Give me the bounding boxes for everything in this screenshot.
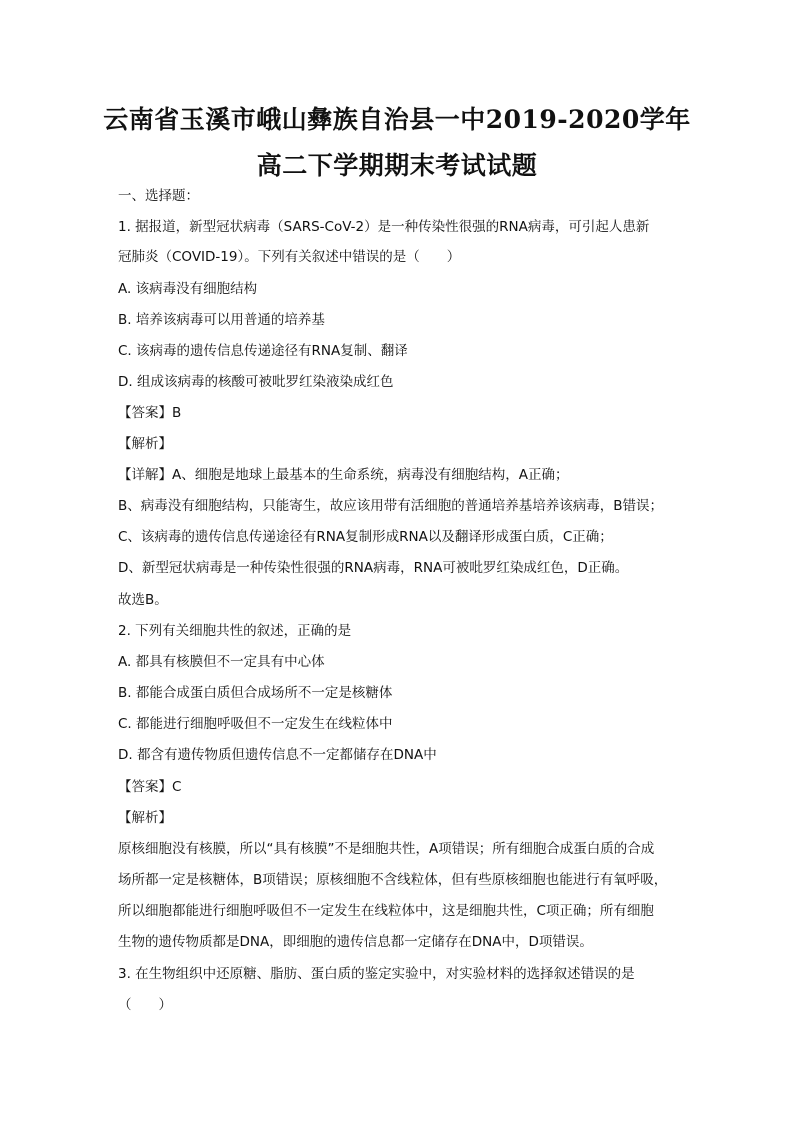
question-2-analysis-label: 【解析】 xyxy=(118,810,172,826)
question-1-analysis-line3: C、该病毒的遗传信息传递途径有RNA复制形成RNA以及翻译形成蛋白质，C正确； xyxy=(118,529,613,545)
document-title-line2: 高二下学期期末考试试题 xyxy=(256,151,538,180)
question-3-stem-line2: （ ） xyxy=(118,997,172,1013)
question-2-analysis-line4: 生物的遗传物质都是DNA，即细胞的遗传信息都一定储存在DNA中，D项错误。 xyxy=(118,934,593,950)
question-1-stem-line2: 冠肺炎（COVID-19）。下列有关叙述中错误的是（ ） xyxy=(118,249,461,265)
question-2-option-b: B. 都能合成蛋白质但合成场所不一定是核糖体 xyxy=(118,685,393,701)
question-2-option-c: C. 都能进行细胞呼吸但不一定发生在线粒体中 xyxy=(118,716,393,732)
question-2-analysis-line3: 所以细胞都能进行细胞呼吸但不一定发生在线粒体中，这是细胞共性，C项正确；所有细胞 xyxy=(118,903,654,919)
section-heading: 一、选择题： xyxy=(118,188,199,204)
document-title-line1: 云南省玉溪市峨山彝族自治县一中2019-2020学年 xyxy=(103,105,691,134)
question-1-option-b: B. 培养该病毒可以用普通的培养基 xyxy=(118,312,325,328)
question-1-option-a: A. 该病毒没有细胞结构 xyxy=(118,281,258,297)
question-1-analysis-label: 【解析】 xyxy=(118,436,172,452)
question-1-option-c: C. 该病毒的遗传信息传递途径有RNA复制、翻译 xyxy=(118,343,408,359)
question-1-option-d: D. 组成该病毒的核酸可被吡罗红染液染成红色 xyxy=(118,374,394,390)
question-1-analysis-line1: 【详解】A、细胞是地球上最基本的生命系统，病毒没有细胞结构，A正确； xyxy=(118,467,569,483)
question-1-stem-line1: 1. 据报道，新型冠状病毒（SARS-CoV-2）是一种传染性很强的RNA病毒，可引起人患新 xyxy=(118,219,650,235)
question-1-conclusion: 故选B。 xyxy=(118,592,168,608)
question-2-answer: 【答案】C xyxy=(118,779,182,795)
question-2-option-d: D. 都含有遗传物质但遗传信息不一定都储存在DNA中 xyxy=(118,747,437,763)
question-3-stem-line1: 3. 在生物组织中还原糖、脂肪、蛋白质的鉴定实验中，对实验材料的选择叙述错误的是 xyxy=(118,966,635,982)
question-1-answer: 【答案】B xyxy=(118,405,182,421)
question-2-stem: 2. 下列有关细胞共性的叙述，正确的是 xyxy=(118,623,352,639)
question-2-analysis-line1: 原核细胞没有核膜，所以“具有核膜”不是细胞共性，A项错误；所有细胞合成蛋白质的合成 xyxy=(118,841,655,857)
question-1-analysis-line4: D、新型冠状病毒是一种传染性很强的RNA病毒，RNA可被吡罗红染成红色，D正确。 xyxy=(118,560,629,576)
question-1-analysis-line2: B、病毒没有细胞结构，只能寄生，故应该用带有活细胞的普通培养基培养该病毒，B错误； xyxy=(118,498,664,514)
question-2-analysis-line2: 场所都一定是核糖体，B项错误；原核细胞不含线粒体，但有些原核细胞也能进行有氧呼吸， xyxy=(118,872,668,888)
question-2-option-a: A. 都具有核膜但不一定具有中心体 xyxy=(118,654,325,670)
